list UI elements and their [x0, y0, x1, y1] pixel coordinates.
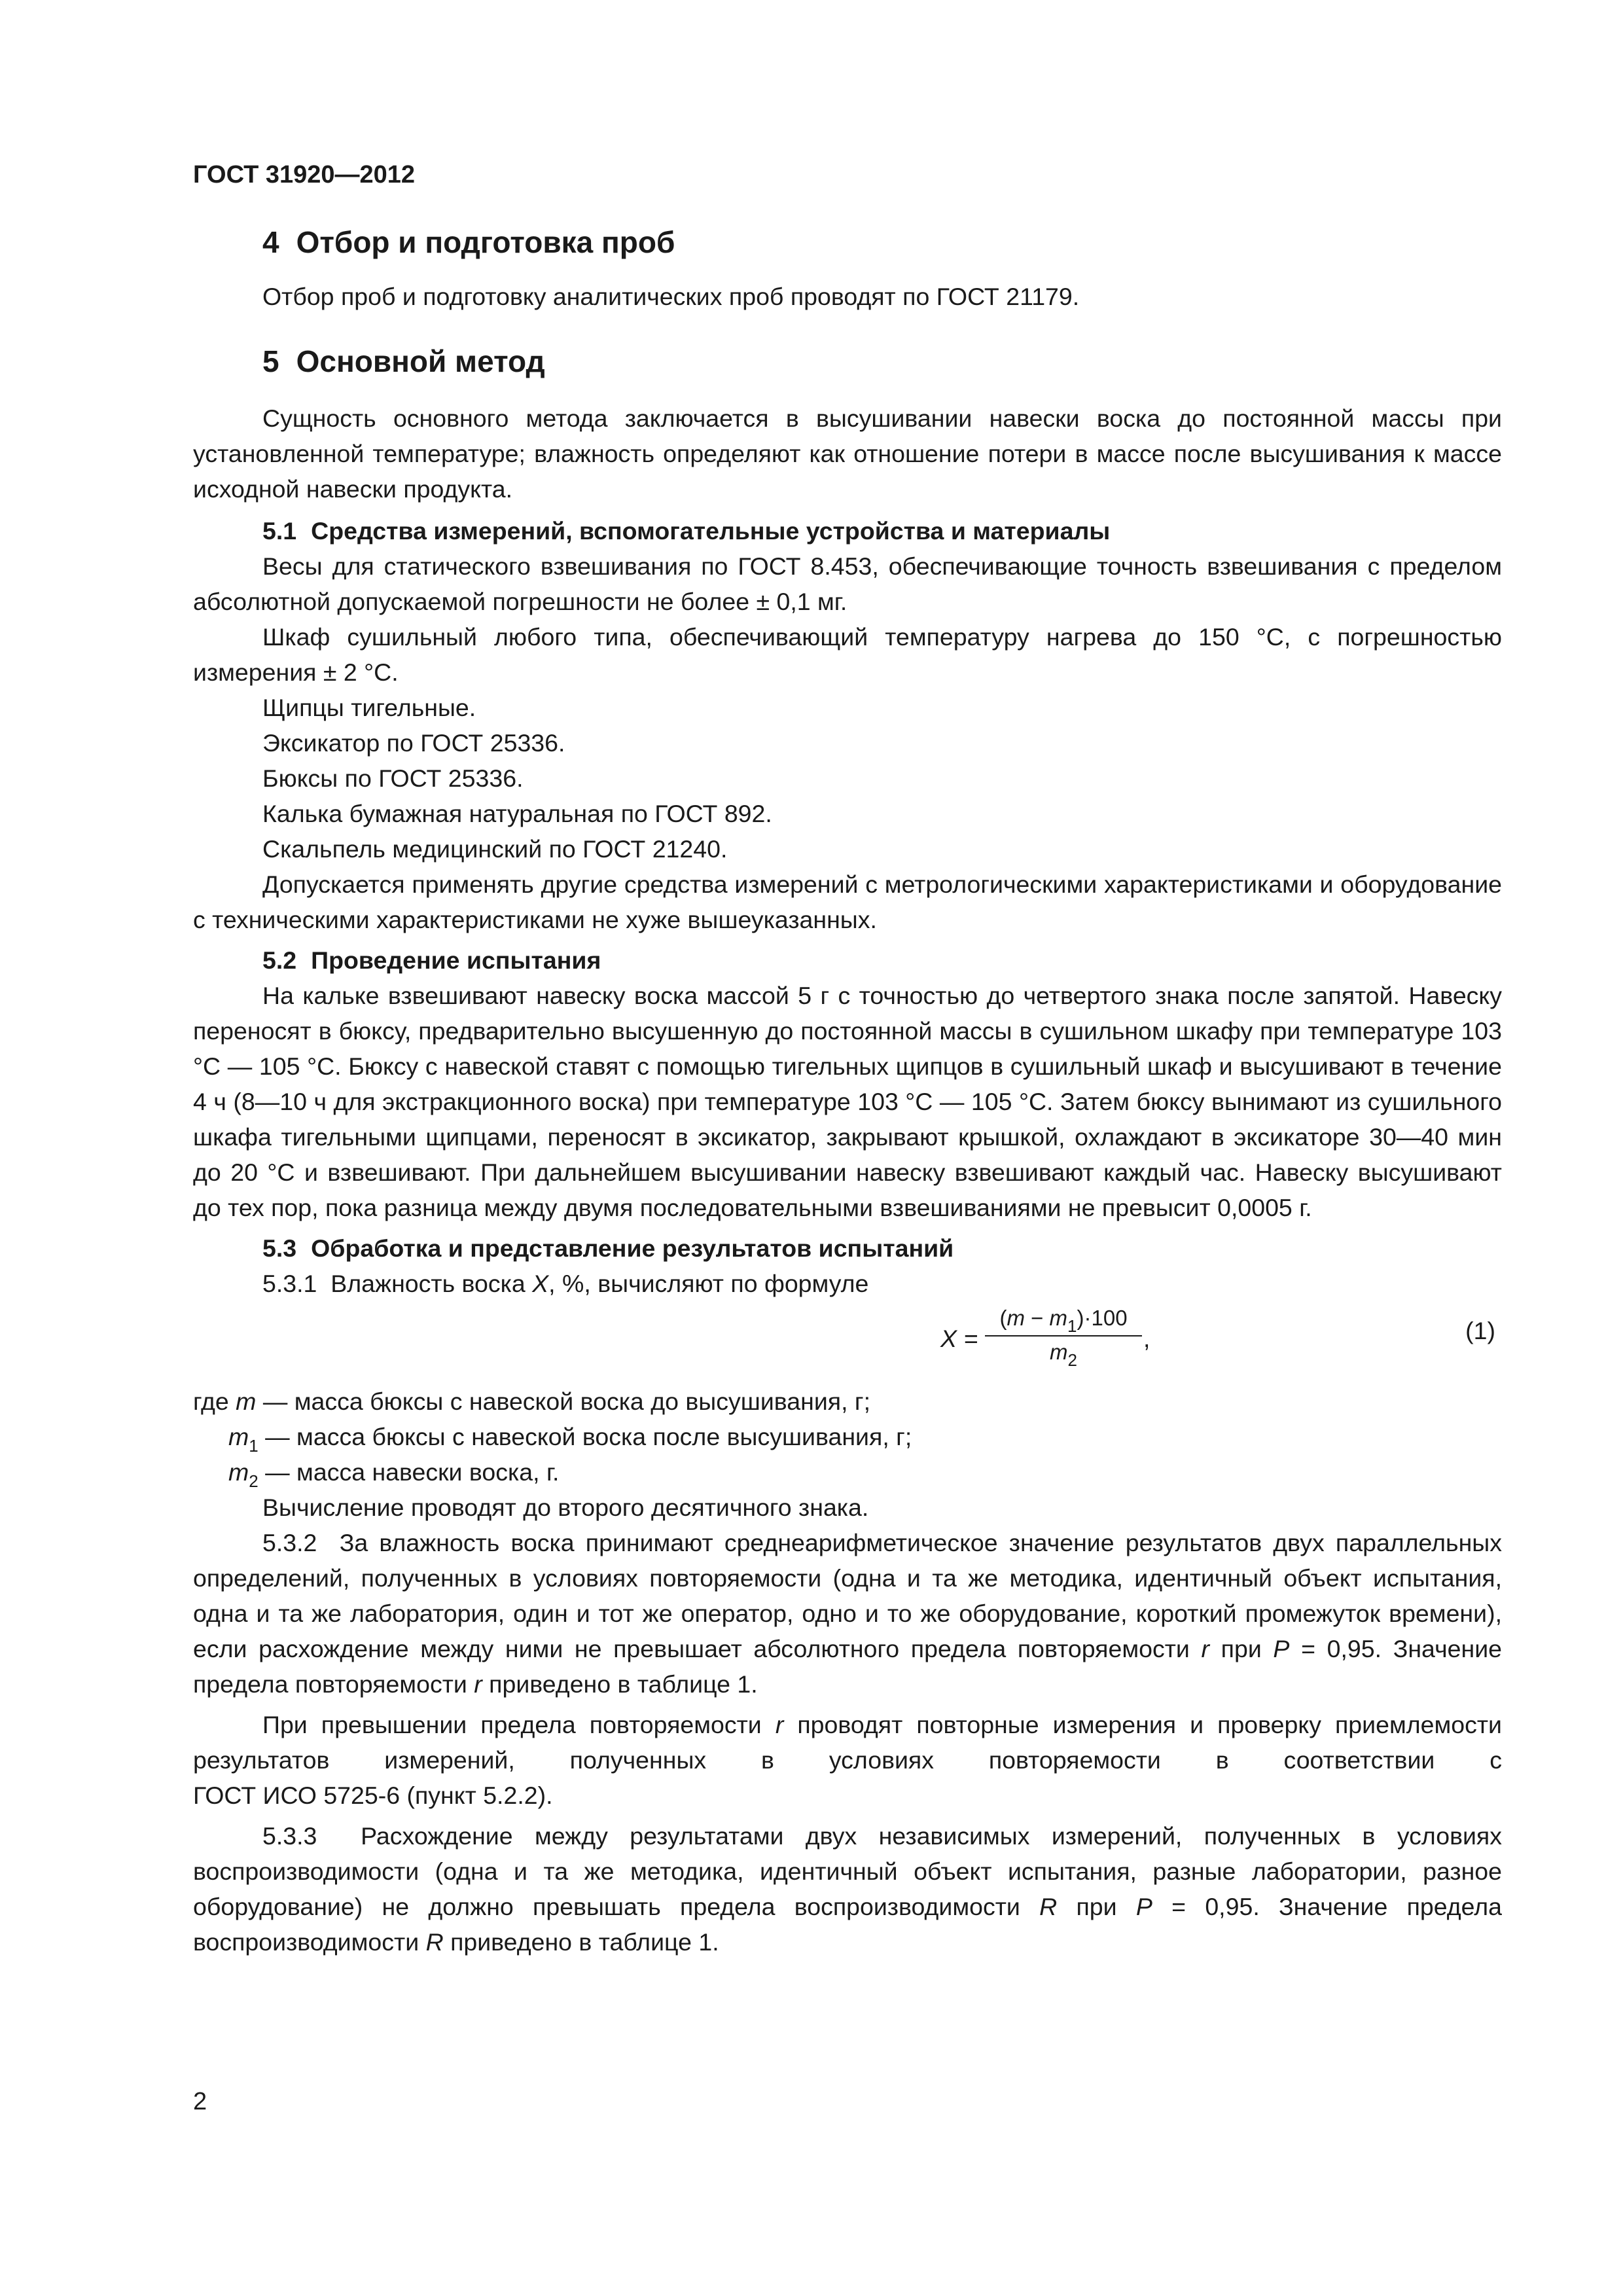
section-title: Основной метод [296, 344, 545, 378]
formula-fraction [985, 1304, 1142, 1368]
document-body [193, 223, 1502, 1960]
section-4-paragraph: Отбор проб и подготовку аналитических проб проводят по ГОСТ 21179. [262, 283, 1080, 310]
subsection-title: Обработка и представление результатов испытаний [311, 1234, 954, 1262]
equation-number: (1) [1465, 1317, 1495, 1344]
paragraph-5-3-2: 5.3.2 За влажность воска принимают среднеарифметическое значение результатов двух параллельных определений, полученных в условиях повторяемости (одна и та же методика, идентичный объект испытания, одна и та же лаборатория, один и тот же оператор, одно и то же оборудование, короткий промежуток времени), если расхождение между ними не превышает абсолютного предела повторяемости r при P = 0,95. Значение предела повторяемости r приведено в таблице 1. [193, 1529, 1502, 1698]
list-item: Щипцы тигельные. [262, 694, 476, 721]
document-header: ГОСТ 31920—2012 [193, 161, 416, 188]
section-number: 5 [262, 344, 279, 378]
paragraph-repeatability-ref: ГОСТ ИСО 5725-6 (пункт 5.2.2). [193, 1782, 553, 1809]
subsection-5-1-heading [193, 513, 1502, 548]
list-item: Бюксы по ГОСТ 25336. [262, 764, 524, 792]
section-5-paragraph: Сущность основного метода заключается в высушивании навески воска до постоянной массы при установленной температуре; влажность определяют как отношение потери в массе после высушивания к массе исходной навески продукта. [193, 404, 1502, 503]
paragraph-5-3-3: 5.3.3 Расхождение между результатами двух независимых измерений, полученных в условиях воспроизводимости (одна и та же методика, идентичный объект испытания, разные лаборатории, разное оборудование) не должно превышать предела воспроизводимости R при P = 0,95. Значение предела воспроизводимости R приведено в таблице 1. [193, 1822, 1502, 1956]
paragraph-5-3-1: 5.3.1 Влажность воска X, %, вычисляют по формуле [262, 1270, 869, 1297]
list-item: Эксикатор по ГОСТ 25336. [262, 729, 565, 757]
subsection-title: Средства измерений, вспомогательные устройства и материалы [311, 517, 1111, 545]
formula-numerator: $(m - m_1)\cdot 100$ [985, 1304, 1142, 1336]
subsection-5-3-heading [193, 1230, 1502, 1266]
paragraph-test-procedure: На кальке взвешивают навеску воска массой 5 г с точностью до четвертого знака после запятой. Навеску переносят в бюксу, предварительно высушенную до постоянной массы в сушильном шкафу при температуре 103 °С — 105 °С. Бюксу с навеской ставят с помощью тигельных щипцов в сушильный шкаф и высушивают в течение 4 ч (8—10 ч для экстракционного воска) при температуре 103 °С — 105 °С. Затем бюксу вынимают из сушильного шкафа тигельными щипцами, переносят в эксикатор, закрывают крышкой, охлаждают в эксикаторе 30—40 мин до 20 °С и взвешивают. При дальнейшем высушивании навеску взвешивают каждый час. Навеску высушивают до тех пор, пока разница между двумя последовательными взвешиваниями не превысит 0,0005 г. [193, 982, 1502, 1221]
clause-number: 5.3.3 [262, 1822, 317, 1850]
formula-denominator: $m_2$ [1050, 1340, 1077, 1370]
list-item: Скальпель медицинский по ГОСТ 21240. [262, 835, 728, 863]
where-m2: $m_2$ — масса навески воска, г. [228, 1458, 560, 1491]
paragraph-alternatives: Допускается применять другие средства измерений с метрологическими характеристиками и оборудование с техническими характеристиками не хуже вышеуказанных. [193, 870, 1502, 933]
subsection-number: 5.3 [262, 1234, 297, 1262]
formula-lhs: X = [940, 1325, 978, 1352]
list-item: Калька бумажная натуральная по ГОСТ 892. [262, 800, 772, 827]
paragraph-scales: Весы для статического взвешивания по ГОСТ 8.453, обеспечивающие точность взвешивания с пределом абсолютной допускаемой погрешности не более ± 0,1 мг. [193, 552, 1502, 615]
paragraph-repeatability: При превышении предела повторяемости r проводят повторные измерения и проверку приемлемости результатов измерений, полученных в условиях повторяемости в соответствии с [193, 1711, 1502, 1774]
clause-number: 5.3.1 [262, 1270, 317, 1297]
section-5-heading [193, 342, 1502, 381]
where-m: где m — масса бюксы с навеской воска до высушивания, г; [193, 1388, 871, 1415]
subsection-title: Проведение испытания [311, 946, 601, 974]
section-title: Отбор и подготовка проб [296, 225, 675, 259]
where-m1: $m_1$ — масса бюксы с навеской воска после высушивания, г; [228, 1423, 912, 1456]
subsection-number: 5.2 [262, 946, 297, 974]
clause-number: 5.3.2 [262, 1529, 317, 1556]
section-number: 4 [262, 225, 279, 259]
moisture-formula: X = $\frac{(m - m_1)\cdot 100}{m_2}$ , (1) [193, 1304, 1502, 1377]
subsection-number: 5.1 [262, 517, 297, 545]
page-number: 2 [193, 2088, 207, 2115]
calc-note: Вычисление проводят до второго десятичного знака. [262, 1494, 869, 1521]
paragraph-drying-cabinet: Шкаф сушильный любого типа, обеспечивающий температуру нагрева до 150 °С, с погрешностью измерения ± 2 °С. [193, 623, 1502, 686]
section-4-heading [193, 223, 1502, 262]
subsection-5-2-heading [193, 942, 1502, 978]
